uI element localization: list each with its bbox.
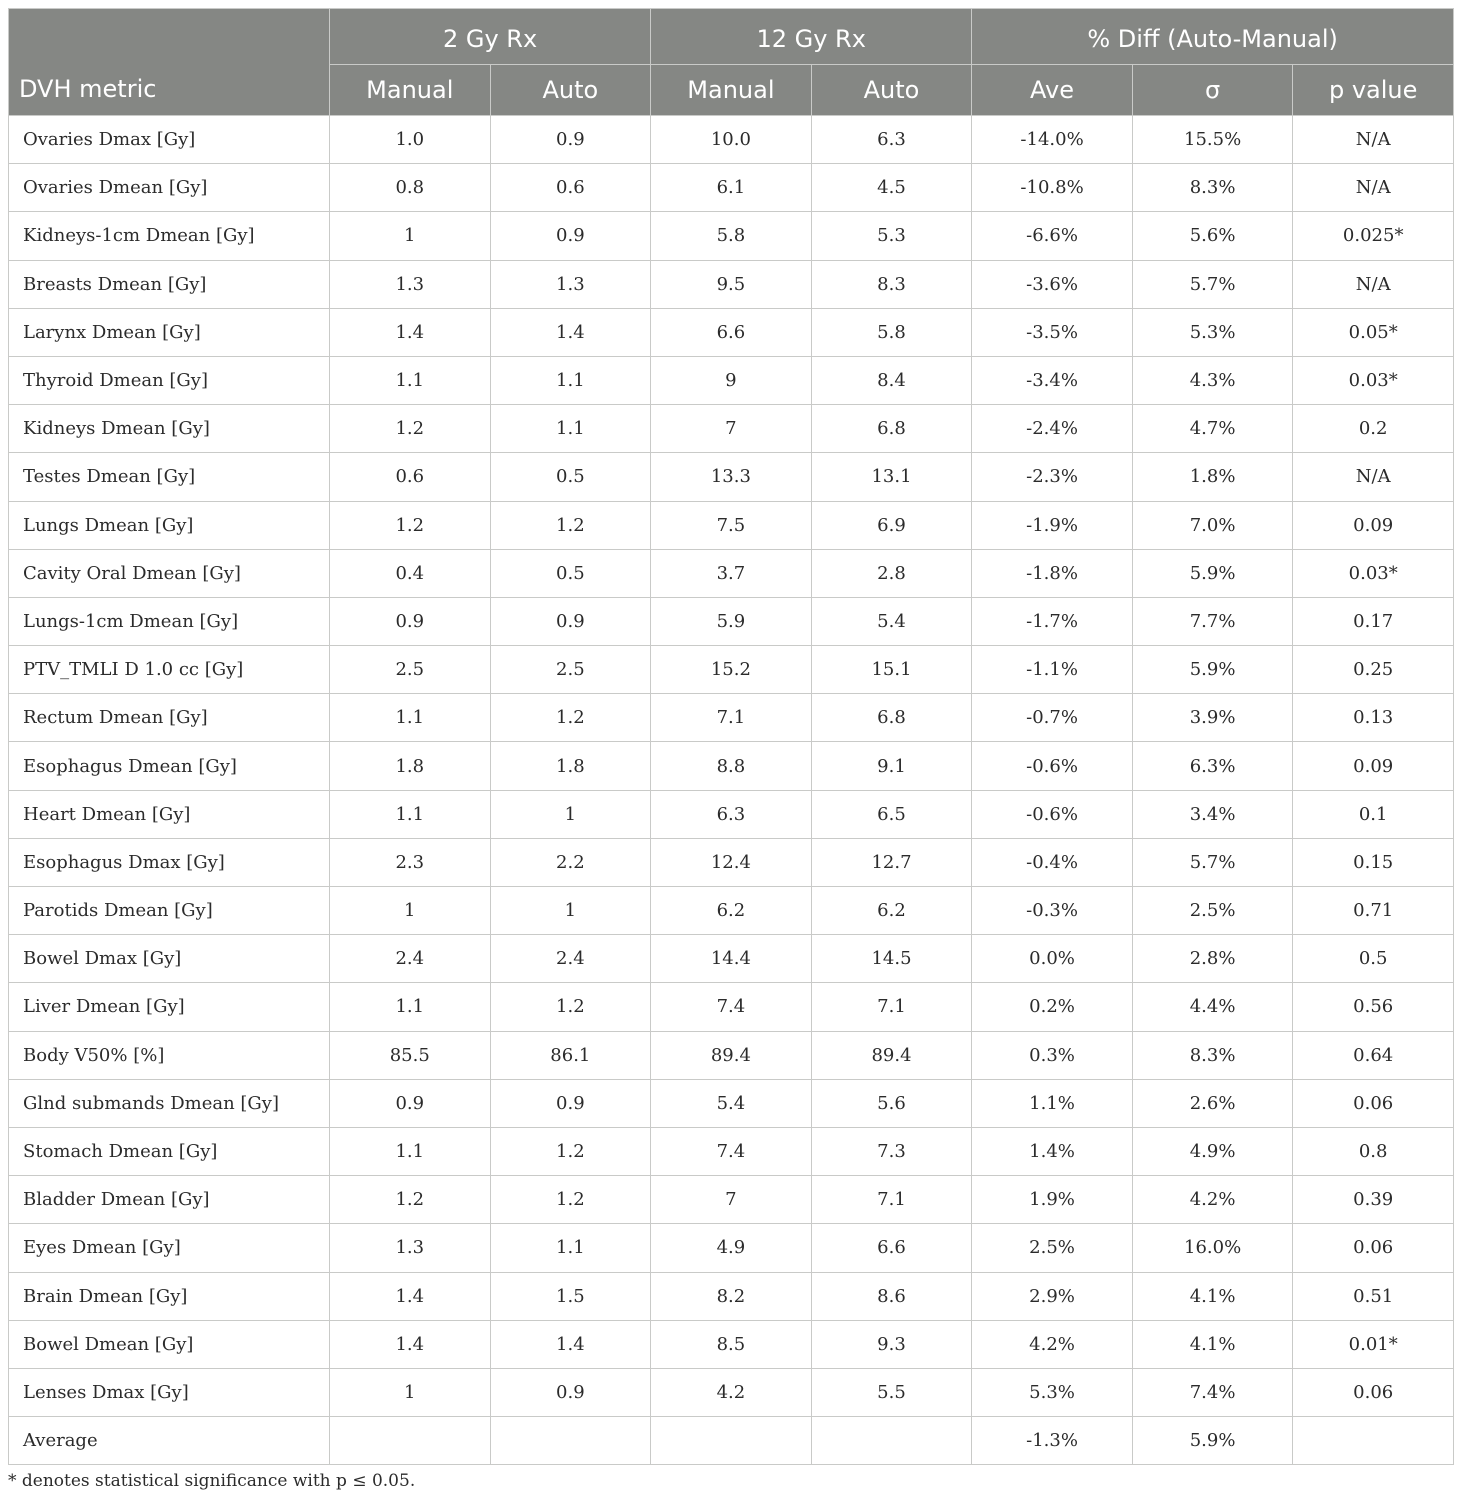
cell-12gy-manual: 3.7: [651, 549, 812, 597]
header-group-12gy: 12 Gy Rx: [651, 9, 972, 65]
cell-2gy-auto: 2.5: [490, 646, 651, 694]
table-row: [9, 742, 1454, 790]
cell-12gy-auto: 9.3: [811, 1320, 972, 1368]
cell-p-value: 0.06: [1293, 1368, 1454, 1416]
cell-12gy-manual: 12.4: [651, 838, 812, 886]
cell-metric: Cavity Oral Dmean [Gy]: [9, 549, 330, 597]
cell-ave: -0.6%: [972, 790, 1133, 838]
table-row: [9, 790, 1454, 838]
table-row: [9, 164, 1454, 212]
cell-metric: Bowel Dmax [Gy]: [9, 935, 330, 983]
cell-12gy-manual: 7.5: [651, 501, 812, 549]
cell-metric: Parotids Dmean [Gy]: [9, 887, 330, 935]
cell-2gy-manual: 1.2: [330, 1176, 491, 1224]
cell-p-value: 0.13: [1293, 694, 1454, 742]
cell-12gy-manual: 89.4: [651, 1031, 812, 1079]
table-row: [9, 1224, 1454, 1272]
cell-12gy-auto: 13.1: [811, 453, 972, 501]
cell-2gy-manual: 1.1: [330, 790, 491, 838]
cell-sigma: 5.3%: [1132, 308, 1293, 356]
table-row: [9, 694, 1454, 742]
cell-ave: 0.0%: [972, 935, 1133, 983]
cell-12gy-auto: [811, 1417, 972, 1465]
cell-12gy-auto: 8.4: [811, 356, 972, 404]
header-group-2gy: 2 Gy Rx: [330, 9, 651, 65]
cell-2gy-manual: 0.9: [330, 1079, 491, 1127]
cell-2gy-manual: 2.4: [330, 935, 491, 983]
cell-12gy-manual: 13.3: [651, 453, 812, 501]
cell-12gy-auto: 15.1: [811, 646, 972, 694]
cell-ave: 1.4%: [972, 1127, 1133, 1175]
cell-2gy-manual: 1.3: [330, 260, 491, 308]
cell-2gy-auto: 1.4: [490, 1320, 651, 1368]
cell-12gy-auto: 6.6: [811, 1224, 972, 1272]
cell-2gy-manual: 1.1: [330, 694, 491, 742]
cell-2gy-auto: 0.9: [490, 597, 651, 645]
cell-sigma: 3.9%: [1132, 694, 1293, 742]
cell-2gy-manual: 1.4: [330, 1272, 491, 1320]
cell-sigma: 2.5%: [1132, 887, 1293, 935]
cell-12gy-auto: 6.8: [811, 694, 972, 742]
cell-sigma: 7.0%: [1132, 501, 1293, 549]
header-group-pct-diff: % Diff (Auto-Manual): [972, 9, 1454, 65]
cell-2gy-manual: 1.2: [330, 405, 491, 453]
header-row-groups: [9, 9, 1454, 65]
table-row: [9, 356, 1454, 404]
cell-2gy-auto: 1.5: [490, 1272, 651, 1320]
cell-metric: Bladder Dmean [Gy]: [9, 1176, 330, 1224]
cell-12gy-manual: 6.1: [651, 164, 812, 212]
table-row: [9, 1127, 1454, 1175]
table-row: [9, 453, 1454, 501]
cell-2gy-manual: 0.4: [330, 549, 491, 597]
cell-metric: Lenses Dmax [Gy]: [9, 1368, 330, 1416]
cell-sigma: 15.5%: [1132, 116, 1293, 164]
cell-metric: PTV_TMLI D 1.0 cc [Gy]: [9, 646, 330, 694]
table-row: [9, 1031, 1454, 1079]
cell-2gy-auto: 86.1: [490, 1031, 651, 1079]
table-row: [9, 260, 1454, 308]
cell-2gy-auto: 2.2: [490, 838, 651, 886]
cell-sigma: 4.1%: [1132, 1320, 1293, 1368]
cell-ave: 1.9%: [972, 1176, 1133, 1224]
cell-2gy-auto: 1.2: [490, 1127, 651, 1175]
cell-sigma: 2.6%: [1132, 1079, 1293, 1127]
cell-2gy-auto: 1.8: [490, 742, 651, 790]
cell-2gy-auto: 0.9: [490, 1368, 651, 1416]
cell-ave: -3.4%: [972, 356, 1133, 404]
cell-12gy-manual: 5.8: [651, 212, 812, 260]
cell-ave: -0.3%: [972, 887, 1133, 935]
cell-ave: -2.4%: [972, 405, 1133, 453]
cell-2gy-manual: 1.3: [330, 1224, 491, 1272]
cell-ave: -1.3%: [972, 1417, 1133, 1465]
cell-2gy-manual: 1.8: [330, 742, 491, 790]
cell-12gy-auto: 6.2: [811, 887, 972, 935]
cell-metric: Bowel Dmean [Gy]: [9, 1320, 330, 1368]
cell-ave: 0.3%: [972, 1031, 1133, 1079]
cell-ave: 0.2%: [972, 983, 1133, 1031]
cell-p-value: 0.25: [1293, 646, 1454, 694]
cell-ave: -1.7%: [972, 597, 1133, 645]
cell-p-value: 0.2: [1293, 405, 1454, 453]
cell-p-value: 0.8: [1293, 1127, 1454, 1175]
header-2gy-auto: Auto: [490, 65, 651, 116]
cell-ave: 2.9%: [972, 1272, 1133, 1320]
cell-12gy-auto: 5.3: [811, 212, 972, 260]
cell-p-value: N/A: [1293, 453, 1454, 501]
cell-12gy-manual: 8.5: [651, 1320, 812, 1368]
cell-metric: Esophagus Dmean [Gy]: [9, 742, 330, 790]
header-12gy-auto: Auto: [811, 65, 972, 116]
cell-p-value: 0.01*: [1293, 1320, 1454, 1368]
cell-ave: 1.1%: [972, 1079, 1133, 1127]
table-row: [9, 1368, 1454, 1416]
cell-12gy-auto: 5.8: [811, 308, 972, 356]
cell-2gy-auto: 1.2: [490, 694, 651, 742]
cell-sigma: 4.3%: [1132, 356, 1293, 404]
cell-2gy-manual: 0.8: [330, 164, 491, 212]
table-row: [9, 549, 1454, 597]
cell-sigma: 4.4%: [1132, 983, 1293, 1031]
cell-12gy-auto: 6.8: [811, 405, 972, 453]
table-row-average: [9, 1417, 1454, 1465]
cell-metric: Body V50% [%]: [9, 1031, 330, 1079]
table-row: [9, 308, 1454, 356]
table-row: [9, 597, 1454, 645]
cell-ave: -0.6%: [972, 742, 1133, 790]
cell-ave: 4.2%: [972, 1320, 1133, 1368]
cell-ave: -1.1%: [972, 646, 1133, 694]
cell-p-value: N/A: [1293, 164, 1454, 212]
table-row: [9, 646, 1454, 694]
cell-2gy-manual: 1: [330, 1368, 491, 1416]
cell-12gy-manual: 5.4: [651, 1079, 812, 1127]
cell-12gy-auto: 12.7: [811, 838, 972, 886]
cell-p-value: 0.15: [1293, 838, 1454, 886]
cell-sigma: 4.7%: [1132, 405, 1293, 453]
cell-2gy-auto: 1.2: [490, 1176, 651, 1224]
cell-12gy-manual: 4.9: [651, 1224, 812, 1272]
cell-2gy-manual: 0.6: [330, 453, 491, 501]
cell-2gy-auto: 2.4: [490, 935, 651, 983]
cell-2gy-manual: 2.5: [330, 646, 491, 694]
cell-12gy-auto: 6.5: [811, 790, 972, 838]
table-body: [9, 116, 1454, 1465]
cell-12gy-manual: 7: [651, 1176, 812, 1224]
cell-2gy-manual: 1.1: [330, 356, 491, 404]
cell-2gy-auto: 0.5: [490, 549, 651, 597]
cell-12gy-manual: 8.8: [651, 742, 812, 790]
cell-sigma: 4.2%: [1132, 1176, 1293, 1224]
table-row: [9, 887, 1454, 935]
cell-2gy-manual: 1.0: [330, 116, 491, 164]
cell-12gy-manual: 14.4: [651, 935, 812, 983]
cell-12gy-manual: 9: [651, 356, 812, 404]
cell-2gy-auto: 1: [490, 790, 651, 838]
cell-p-value: N/A: [1293, 260, 1454, 308]
cell-metric: Eyes Dmean [Gy]: [9, 1224, 330, 1272]
cell-2gy-auto: 1.4: [490, 308, 651, 356]
cell-metric: Kidneys Dmean [Gy]: [9, 405, 330, 453]
cell-12gy-manual: 7.4: [651, 1127, 812, 1175]
header-ave: Ave: [972, 65, 1133, 116]
cell-metric: Heart Dmean [Gy]: [9, 790, 330, 838]
cell-ave: 5.3%: [972, 1368, 1133, 1416]
cell-sigma: 5.6%: [1132, 212, 1293, 260]
table-row: [9, 1079, 1454, 1127]
cell-2gy-manual: 1.4: [330, 308, 491, 356]
cell-12gy-auto: 14.5: [811, 935, 972, 983]
cell-2gy-auto: 1.2: [490, 983, 651, 1031]
cell-metric: Ovaries Dmax [Gy]: [9, 116, 330, 164]
cell-metric: Liver Dmean [Gy]: [9, 983, 330, 1031]
cell-sigma: 6.3%: [1132, 742, 1293, 790]
cell-sigma: 7.7%: [1132, 597, 1293, 645]
cell-p-value: 0.64: [1293, 1031, 1454, 1079]
cell-2gy-auto: 1.1: [490, 356, 651, 404]
table-row: [9, 405, 1454, 453]
cell-sigma: 4.9%: [1132, 1127, 1293, 1175]
cell-p-value: 0.71: [1293, 887, 1454, 935]
cell-2gy-manual: 1.2: [330, 501, 491, 549]
cell-ave: -1.9%: [972, 501, 1133, 549]
cell-metric: Brain Dmean [Gy]: [9, 1272, 330, 1320]
cell-metric: Testes Dmean [Gy]: [9, 453, 330, 501]
cell-12gy-manual: 6.3: [651, 790, 812, 838]
cell-sigma: 5.7%: [1132, 260, 1293, 308]
cell-metric: Thyroid Dmean [Gy]: [9, 356, 330, 404]
cell-2gy-auto: [490, 1417, 651, 1465]
header-12gy-manual: Manual: [651, 65, 812, 116]
cell-p-value: 0.03*: [1293, 549, 1454, 597]
cell-p-value: 0.025*: [1293, 212, 1454, 260]
cell-p-value: 0.17: [1293, 597, 1454, 645]
cell-2gy-auto: 1.1: [490, 1224, 651, 1272]
cell-metric: Lungs Dmean [Gy]: [9, 501, 330, 549]
cell-2gy-manual: 1: [330, 887, 491, 935]
cell-ave: -6.6%: [972, 212, 1133, 260]
cell-2gy-manual: 1.1: [330, 1127, 491, 1175]
cell-metric: Stomach Dmean [Gy]: [9, 1127, 330, 1175]
cell-ave: 2.5%: [972, 1224, 1133, 1272]
table-row: [9, 116, 1454, 164]
cell-12gy-auto: 7.1: [811, 1176, 972, 1224]
table-row: [9, 212, 1454, 260]
cell-ave: -1.8%: [972, 549, 1133, 597]
cell-2gy-manual: 1: [330, 212, 491, 260]
cell-2gy-auto: 0.5: [490, 453, 651, 501]
cell-12gy-auto: 5.5: [811, 1368, 972, 1416]
cell-sigma: 1.8%: [1132, 453, 1293, 501]
cell-p-value: 0.56: [1293, 983, 1454, 1031]
table-header: [9, 9, 1454, 116]
cell-p-value: [1293, 1417, 1454, 1465]
cell-2gy-auto: 1.1: [490, 405, 651, 453]
cell-metric: Ovaries Dmean [Gy]: [9, 164, 330, 212]
cell-ave: -10.8%: [972, 164, 1133, 212]
cell-sigma: 5.9%: [1132, 1417, 1293, 1465]
cell-12gy-auto: 9.1: [811, 742, 972, 790]
table-row: [9, 1176, 1454, 1224]
cell-metric: Kidneys-1cm Dmean [Gy]: [9, 212, 330, 260]
cell-p-value: N/A: [1293, 116, 1454, 164]
header-2gy-manual: Manual: [330, 65, 491, 116]
cell-p-value: 0.06: [1293, 1224, 1454, 1272]
cell-12gy-auto: 5.4: [811, 597, 972, 645]
cell-12gy-auto: 7.3: [811, 1127, 972, 1175]
cell-2gy-auto: 1: [490, 887, 651, 935]
cell-p-value: 0.05*: [1293, 308, 1454, 356]
cell-12gy-manual: 7: [651, 405, 812, 453]
cell-p-value: 0.51: [1293, 1272, 1454, 1320]
cell-sigma: 2.8%: [1132, 935, 1293, 983]
cell-12gy-manual: 8.2: [651, 1272, 812, 1320]
cell-12gy-auto: 5.6: [811, 1079, 972, 1127]
cell-p-value: 0.1: [1293, 790, 1454, 838]
cell-sigma: 8.3%: [1132, 164, 1293, 212]
dvh-metrics-table: [8, 8, 1454, 1465]
footnote: * denotes statistical significance with p ≤ 0.05.: [8, 1471, 416, 1491]
cell-p-value: 0.5: [1293, 935, 1454, 983]
cell-12gy-auto: 89.4: [811, 1031, 972, 1079]
cell-ave: -3.5%: [972, 308, 1133, 356]
cell-2gy-manual: 1.4: [330, 1320, 491, 1368]
cell-12gy-auto: 8.3: [811, 260, 972, 308]
table-row: [9, 1272, 1454, 1320]
cell-sigma: 8.3%: [1132, 1031, 1293, 1079]
cell-2gy-manual: 1.1: [330, 983, 491, 1031]
cell-12gy-manual: 15.2: [651, 646, 812, 694]
cell-12gy-manual: 7.4: [651, 983, 812, 1031]
cell-metric: Lungs-1cm Dmean [Gy]: [9, 597, 330, 645]
cell-12gy-auto: 8.6: [811, 1272, 972, 1320]
cell-metric: Larynx Dmean [Gy]: [9, 308, 330, 356]
cell-sigma: 5.9%: [1132, 549, 1293, 597]
cell-2gy-manual: [330, 1417, 491, 1465]
cell-sigma: 7.4%: [1132, 1368, 1293, 1416]
cell-12gy-manual: 10.0: [651, 116, 812, 164]
table-row: [9, 983, 1454, 1031]
cell-p-value: 0.09: [1293, 501, 1454, 549]
cell-12gy-auto: 7.1: [811, 983, 972, 1031]
cell-sigma: 5.7%: [1132, 838, 1293, 886]
cell-sigma: 5.9%: [1132, 646, 1293, 694]
cell-metric: Esophagus Dmax [Gy]: [9, 838, 330, 886]
cell-ave: -3.6%: [972, 260, 1133, 308]
table-row: [9, 935, 1454, 983]
cell-p-value: 0.06: [1293, 1079, 1454, 1127]
table-row: [9, 1320, 1454, 1368]
cell-p-value: 0.39: [1293, 1176, 1454, 1224]
cell-ave: -14.0%: [972, 116, 1133, 164]
header-sigma: σ: [1132, 65, 1293, 116]
header-dvh-metric: DVH metric: [9, 9, 330, 116]
cell-12gy-auto: 2.8: [811, 549, 972, 597]
table-row: [9, 501, 1454, 549]
cell-12gy-manual: 9.5: [651, 260, 812, 308]
cell-12gy-manual: 4.2: [651, 1368, 812, 1416]
cell-sigma: 16.0%: [1132, 1224, 1293, 1272]
cell-12gy-manual: 6.2: [651, 887, 812, 935]
cell-p-value: 0.09: [1293, 742, 1454, 790]
cell-2gy-auto: 0.9: [490, 1079, 651, 1127]
header-p-value: p value: [1293, 65, 1454, 116]
cell-sigma: 3.4%: [1132, 790, 1293, 838]
cell-2gy-auto: 1.2: [490, 501, 651, 549]
cell-2gy-auto: 0.6: [490, 164, 651, 212]
cell-sigma: 4.1%: [1132, 1272, 1293, 1320]
cell-12gy-manual: [651, 1417, 812, 1465]
cell-12gy-manual: 6.6: [651, 308, 812, 356]
cell-ave: -2.3%: [972, 453, 1133, 501]
cell-p-value: 0.03*: [1293, 356, 1454, 404]
table-row: [9, 838, 1454, 886]
cell-ave: -0.4%: [972, 838, 1133, 886]
cell-metric: Rectum Dmean [Gy]: [9, 694, 330, 742]
cell-metric: Average: [9, 1417, 330, 1465]
cell-ave: -0.7%: [972, 694, 1133, 742]
cell-metric: Breasts Dmean [Gy]: [9, 260, 330, 308]
cell-12gy-manual: 7.1: [651, 694, 812, 742]
cell-2gy-auto: 1.3: [490, 260, 651, 308]
cell-12gy-manual: 5.9: [651, 597, 812, 645]
cell-12gy-auto: 6.3: [811, 116, 972, 164]
cell-2gy-manual: 85.5: [330, 1031, 491, 1079]
cell-2gy-manual: 2.3: [330, 838, 491, 886]
cell-metric: Glnd submands Dmean [Gy]: [9, 1079, 330, 1127]
cell-2gy-auto: 0.9: [490, 212, 651, 260]
cell-12gy-auto: 4.5: [811, 164, 972, 212]
cell-12gy-auto: 6.9: [811, 501, 972, 549]
cell-2gy-manual: 0.9: [330, 597, 491, 645]
cell-2gy-auto: 0.9: [490, 116, 651, 164]
